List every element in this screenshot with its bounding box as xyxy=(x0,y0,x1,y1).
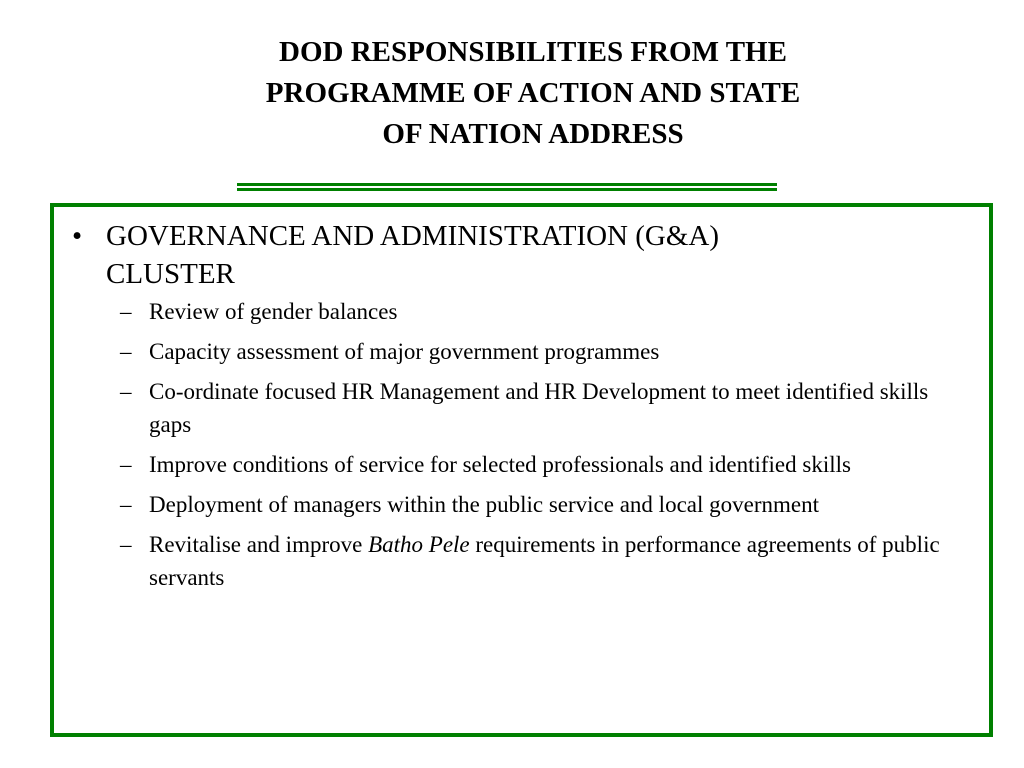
dash-icon: – xyxy=(120,452,132,477)
list-item-text-before: Revitalise and improve xyxy=(149,532,369,557)
slide-title-line-3: OF NATION ADDRESS xyxy=(382,118,684,150)
bullet-icon: • xyxy=(72,220,83,252)
title-divider xyxy=(237,183,777,191)
list-item xyxy=(64,488,974,521)
cluster-heading-line-2: CLUSTER xyxy=(106,258,235,290)
list-item-emphasis: Batho Pele xyxy=(368,532,470,557)
list-item-text: Capacity assessment of major government programmes xyxy=(149,339,660,364)
cluster-heading xyxy=(64,217,974,293)
list-item xyxy=(64,528,974,594)
dash-icon: – xyxy=(120,492,132,517)
cluster-heading-line-1: GOVERNANCE AND ADMINISTRATION (G&A) xyxy=(106,220,720,252)
dash-icon: – xyxy=(120,532,132,557)
cluster-section xyxy=(64,217,974,601)
slide-title-line-1: DOD RESPONSIBILITIES FROM THE xyxy=(279,36,787,68)
list-item xyxy=(64,335,974,368)
list-item-text: Improve conditions of service for selected professionals and identified skills xyxy=(149,452,851,477)
content-frame xyxy=(50,203,993,737)
list-item-text-after: requirements in performance agreements of public servants xyxy=(149,532,940,590)
responsibility-list xyxy=(64,295,974,594)
dash-icon: – xyxy=(120,339,132,364)
slide-title-line-2: PROGRAMME OF ACTION AND STATE xyxy=(265,77,801,109)
list-item-text: Deployment of managers within the public service and local government xyxy=(149,492,819,517)
list-item-text: Co-ordinate focused HR Management and HR Development to meet identified skills gaps xyxy=(149,379,929,437)
title-divider-bottom-line xyxy=(237,188,777,191)
dash-icon: – xyxy=(120,299,132,324)
dash-icon: – xyxy=(120,379,132,404)
list-item xyxy=(64,375,974,441)
list-item-text: Review of gender balances xyxy=(149,299,398,324)
slide-title xyxy=(0,32,1024,155)
list-item xyxy=(64,295,974,328)
title-divider-top-line xyxy=(237,183,777,186)
list-item xyxy=(64,448,974,481)
